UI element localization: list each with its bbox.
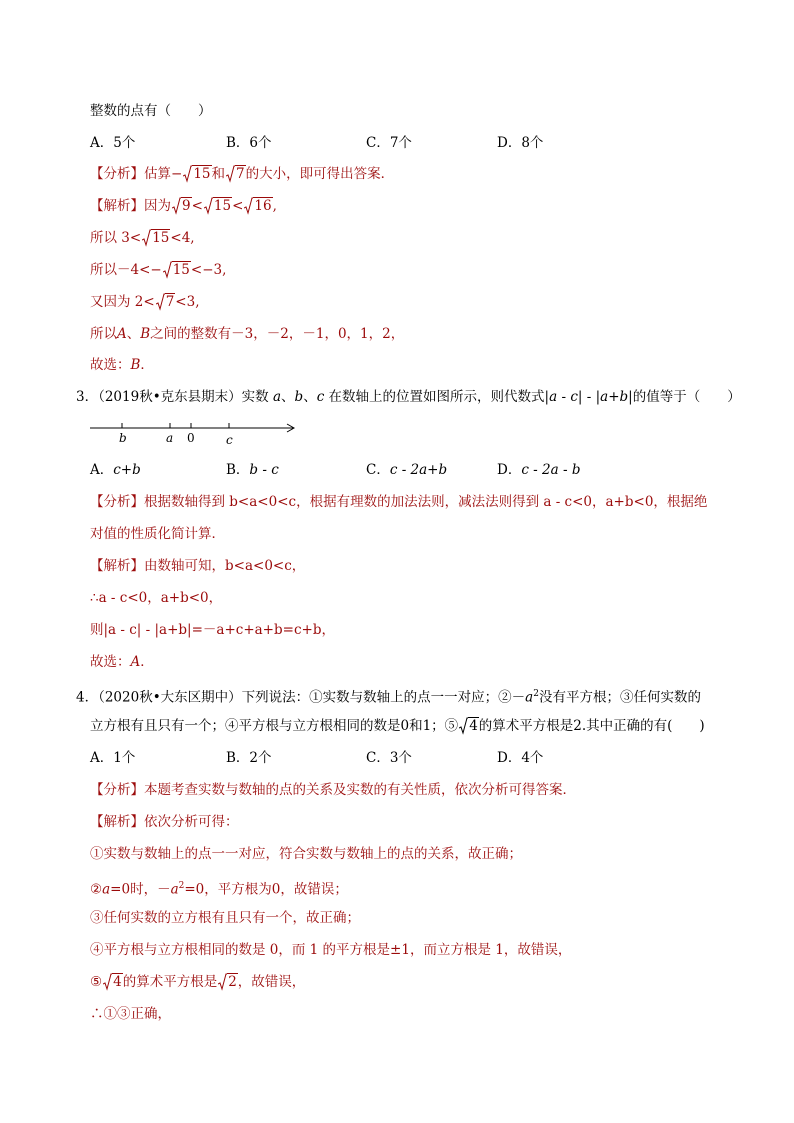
sqrt-expr: 16 [244,196,272,216]
q2-solution-line-4: 又因为 2< 7<3, [90,294,200,310]
sqrt-expr: 7 [226,164,246,184]
q3-analysis-line-2: 对值的性质化简计算． [90,526,225,542]
analysis-text: 估算 [144,166,171,182]
sqrt-expr: 15 [204,196,232,216]
q2-solution-line-6: 故选：B． [90,357,154,373]
q3-solution-line-2: ∴a - c<0，a+b<0， [90,590,223,606]
q2-solution-line-5: 所以A、B之间的整数有－3，－2，－1，0，1，2， [90,326,405,342]
q4-analysis: 【分析】本题考查实数与数轴的点的关系及实数的有关性质，依次分析可得答案． [90,782,576,798]
axis-label-c: c [226,433,233,447]
analysis-tag: 【分析】 [90,494,144,510]
q4-solution-line-1: ①实数与数轴上的点一一对应，符合实数与数轴上的点的关系，故正确； [90,846,522,862]
solution-tag: 【解析】 [90,198,144,214]
q4-solution-line-3: ③任何实数的立方根有且只有一个，故正确； [90,910,360,926]
q2-stem-tail: 整数的点有（ ） [90,103,212,119]
solution-tag: 【解析】 [90,814,144,830]
q4-option-c: C．3个 [366,750,412,766]
analysis-tag: 【分析】 [90,166,144,182]
q4-solution-line-4: ④平方根与立方根相同的数是 0，而 1 的平方根是±1，而立方根是 1，故错误， [90,942,572,958]
q3-solution-line-4: 故选：A． [90,654,154,670]
q4-option-a: A．1个 [90,750,136,766]
q3-option-c: C．c - 2a+b [366,462,448,478]
sqrt-expr: 15 [163,260,191,280]
sqrt-expr: 2 [218,972,238,992]
q4-solution-line-5: ⑤ 4的算术平方根是 2，故错误， [90,974,306,990]
sqrt-expr: 15 [183,164,211,184]
sqrt-expr: 15 [142,228,170,248]
q2-option-c: C．7个 [366,135,412,151]
q3-analysis-line-1: 【分析】根据数轴得到 b<a<0<c，根据有理数的加法法则，减法法则得到 a - c<0，a+b<0，根据绝 [90,494,708,510]
q3-stem: 3．（2019秋•克东县期末）实数 a、b、c 在数轴上的位置如图所示，则代数式|a - c| - |a+b|的值等于（ ） [76,389,741,405]
q3-option-d: D．c - 2a - b [497,462,581,478]
q3-option-b: B．b - c [226,462,279,478]
number-line-figure [88,418,298,448]
sqrt-expr: 9 [172,196,192,216]
axis-label-zero: 0 [187,431,195,445]
q4-option-b: B．2个 [226,750,272,766]
q3-solution-line-3: 则|a - c| - |a+b|=－a+c+a+b=c+b， [90,622,335,638]
q4-solution-line-0: 【解析】依次分析可得： [90,814,239,830]
q4-solution-line-6: ∴①③正确， [90,1006,171,1022]
analysis-tag: 【分析】 [90,782,144,798]
sqrt-expr: 4 [459,716,479,736]
axis-label-a: a [166,431,174,445]
question-number: 3． [76,389,99,405]
q2-option-d: D．8个 [497,135,544,151]
q3-option-a: A．c+b [90,462,141,478]
q2-option-a: A．5个 [90,135,136,151]
q2-solution-line-2: 所以 3< 15<4, [90,230,195,246]
q4-solution-line-2: ②a=0时，$-a^2=0$，平方根为0，故错误； [90,881,348,898]
axis-label-b: b [119,431,127,445]
question-number: 4． [76,689,99,706]
q2-analysis: 【分析】估算− 15和 7的大小，即可得出答案． [90,166,395,182]
q4-option-d: D．4个 [497,750,544,766]
q4-stem-line-2: 立方根有且只有一个；④平方根与立方根相同的数是0和1；⑤ 4的算术平方根是2.其中正确的有( ) [90,718,705,734]
sqrt-expr: 4 [103,972,123,992]
q4-stem-line-1: 4．（2020秋•大东区期中）下列说法：①实数与数轴上的点一一对应；$②-a^2$没有平方根；③任何实数的 [76,689,701,706]
q2-option-b: B．6个 [226,135,272,151]
solution-tag: 【解析】 [90,558,144,574]
sqrt-expr: 7 [156,292,176,312]
q2-solution-line-3: 所以－4<− 15<−3, [90,262,227,278]
q2-solution-line-1: 【解析】因为 9< 15< 16, [90,198,277,214]
q3-solution-line-1: 【解析】由数轴可知，b<a<0<c， [90,558,306,574]
